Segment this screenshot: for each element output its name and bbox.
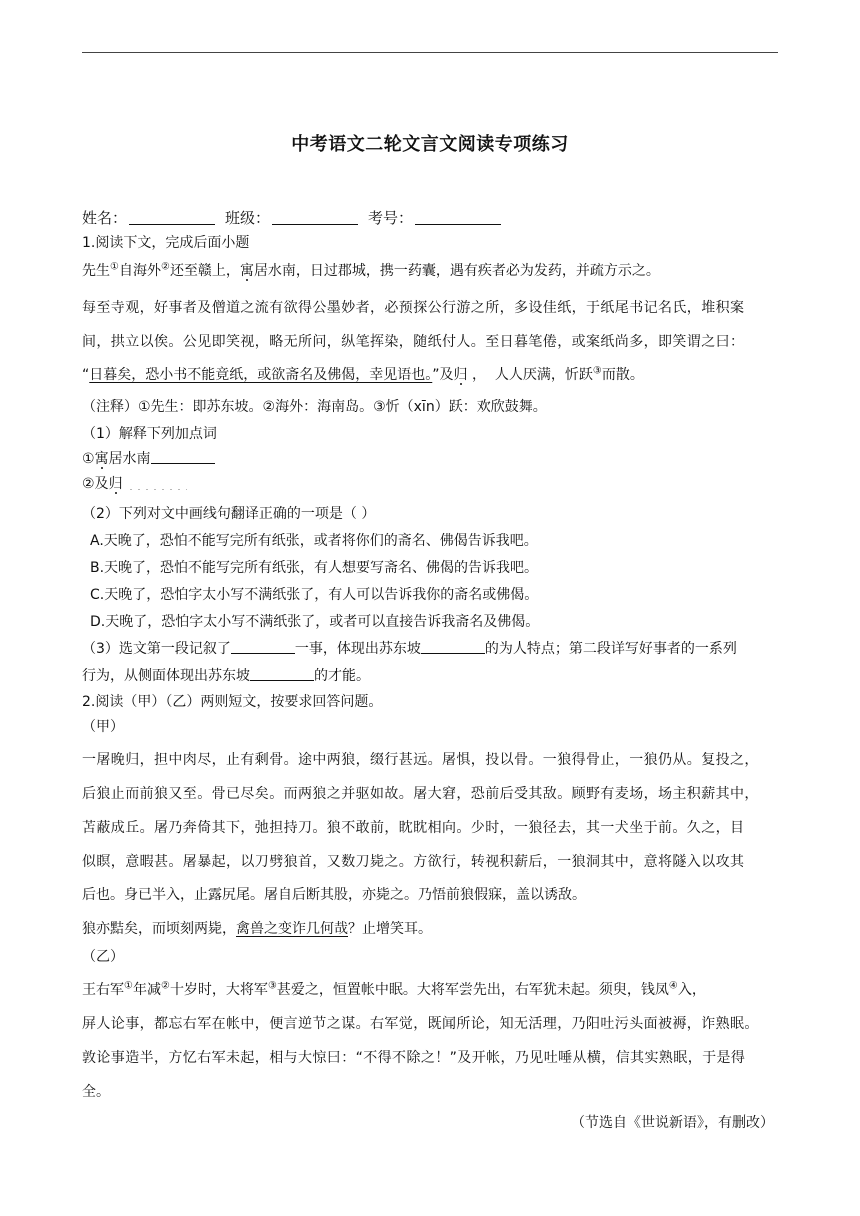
dotted-word-gui: 归: [453, 367, 468, 383]
q1-sub1-item2: ②及归: [82, 474, 187, 494]
option-c[interactable]: C.天晚了，恐怕字太小写不满纸张了，有人可以告诉我你的斋名或佛偈。: [90, 587, 539, 603]
jia-line-2: 后狼止而前狼又至。骨已尽矣。而两狼之并驱如故。屠大窘，恐前后受其敌。顾野有麦场，场主积薪其中，: [82, 786, 759, 802]
q1-sub1-item1: ①寓居水南: [82, 449, 215, 469]
yi-line-1: 王右军①年减②十岁时，大将军③甚爱之，恒置帐中眠。大将军尝先出，右军犹未起。须臾，钱凤④入，: [82, 980, 706, 998]
q1-para1: 先生①自海外②还至赣上，寓居水南，日过郡城，携一药囊，遇有疾者必为发药，并疏方示之。: [82, 261, 660, 279]
top-rule: [82, 52, 778, 53]
q1-sub3-line1: （3）选文第一段记叙了 一事，体现出苏东坡 的为人特点；第二段详写好事者的一系列: [82, 641, 737, 657]
yi-line-2: 屏人论事，都忘右军在帐中，便言逆节之谋。右军觉，既闻所论，知无活理，乃阳吐污头面被褥，诈熟眠。: [82, 1016, 759, 1032]
q1-sub1: （1）解释下列加点词: [82, 426, 217, 442]
answer-blank-5[interactable]: [250, 666, 314, 681]
q2-heading: 2.阅读（甲）（乙）两则短文，按要求回答问题。: [82, 694, 383, 710]
q1-note: （注释）①先生：即苏东坡。②海外：海南岛。③忻（xīn）跃：欢欣鼓舞。: [82, 399, 547, 415]
option-d[interactable]: D.天晚了，恐怕字太小写不满纸张了，或者可以直接告诉我斋名及佛偈。: [90, 614, 540, 630]
q1-sub3-line2: 行为，从侧面体现出苏东坡 的才能。: [82, 668, 370, 684]
exam-blank[interactable]: [415, 208, 501, 225]
exam-label: 考号：: [368, 209, 414, 227]
answer-dotted-blank-2[interactable]: [127, 476, 187, 490]
name-label: 姓名：: [82, 209, 128, 227]
student-info-line: [82, 208, 511, 228]
jia-line-3: 苫蔽成丘。屠乃奔倚其下，弛担持刀。狼不敢前，眈眈相向。少时，一狼径去，其一犬坐于前。久之，目: [82, 820, 745, 836]
q1-heading: 1.阅读下文，完成后面小题: [82, 235, 250, 251]
q1-para2-line1: 每至寺观，好事者及僧道之流有欲得公墨妙者，必预探公行游之所，多设佳纸，于纸尾书记名氏，堆积案: [82, 300, 745, 316]
yi-line-4: 全。: [82, 1084, 110, 1100]
option-b[interactable]: B.天晚了，恐怕不能写完所有纸张，有人想要写斋名、佛偈的告诉我吧。: [90, 560, 539, 576]
jia-line-4: 似瞑，意暇甚。屠暴起，以刀劈狼首，又数刀毙之。方欲行，转视积薪后，一狼洞其中，意将隧入以攻其: [82, 854, 745, 870]
q2-yi-label: （乙）: [82, 949, 124, 965]
class-label: 班级：: [225, 209, 271, 227]
class-blank[interactable]: [272, 208, 358, 225]
underlined-phrase: 禽兽之变诈几何哉: [236, 921, 348, 937]
q1-para2-line2: 间，拱立以俟。公见即笑视，略无所问，纵笔挥染，随纸付人。至日暮笔倦，或案纸尚多，即笑谓之曰：: [82, 334, 745, 350]
yi-line-3: 敦论事造半，方忆右军未起，相与大惊曰：“不得不除之！”及开帐，乃见吐唾从横，信其实熟眠，于是得: [82, 1050, 746, 1066]
q2-jia-label: （甲）: [82, 719, 124, 735]
source-citation: （节选自《世说新语》，有删改）: [571, 1115, 774, 1131]
q1-para2-line3: “日暮矣，恐小书不能竟纸，或欲斋名及佛偈，幸见语也。”及归 ， 人人厌满，忻跃③而散。: [82, 365, 644, 383]
q1-sub2: （2）下列对文中画线句翻译正确的一项是（ ）: [82, 506, 376, 522]
jia-line-6: 狼亦黠矣，而顷刻两毙，禽兽之变诈几何哉？止增笑耳。: [82, 921, 432, 937]
option-a[interactable]: A.天晚了，恐怕不能写完所有纸张，或者将你们的斋名、佛偈告诉我吧。: [90, 533, 538, 549]
answer-blank-3[interactable]: [231, 639, 295, 654]
answer-blank-4[interactable]: [421, 639, 485, 654]
dotted-word-yu: 寓: [239, 263, 254, 279]
jia-line-1: 一屠晚归，担中肉尽，止有剩骨。途中两狼，缀行甚远。屠惧，投以骨。一狼得骨止，一狼仍从。复投之，: [82, 752, 759, 768]
jia-line-5: 后也。身已半入，止露尻尾。屠自后断其股，亦毙之。乃悟前狼假寐，盖以诱敌。: [82, 887, 586, 903]
page-title: 中考语文二轮文言文阅读专项练习: [291, 134, 569, 155]
answer-blank-1[interactable]: [151, 449, 215, 464]
name-blank[interactable]: [129, 208, 215, 225]
underlined-sentence: 日暮矣，恐小书不能竟纸，或欲斋名及佛偈，幸见语也。: [89, 367, 433, 383]
